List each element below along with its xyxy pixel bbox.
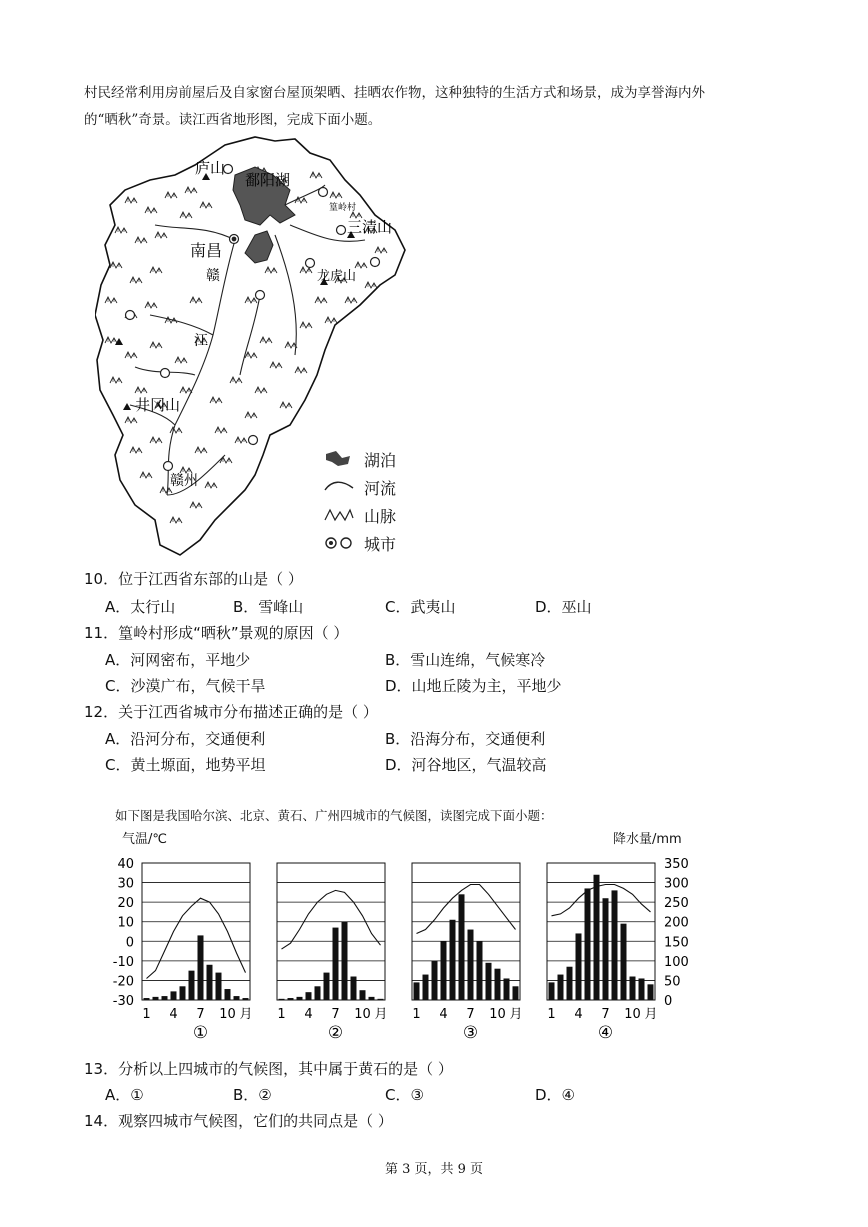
precip-bar [360,990,366,1000]
map-legend [322,445,462,557]
label-sanqing: 三清山 [347,218,393,236]
chart-frame [277,863,385,1000]
precip-bar [153,997,159,1000]
precip-bar [207,965,213,1000]
precip-bar [315,986,321,1000]
question-11-stem: 11．篁岭村形成“晒秋”景观的原因（ ） [84,624,349,642]
intro-text [84,80,804,134]
chart-name: ③ [462,1023,479,1043]
intro-line-2: 的“晒秋”奇景。读江西省地形图，完成下面小题。 [84,112,382,128]
x-tick-label: 10 [489,1007,506,1022]
chart-name: ① [192,1023,209,1043]
climate-charts [0,845,868,1045]
legend-river: 河流 [364,478,397,498]
question-14-stem: 14．观察四城市气候图，它们的共同点是（ ） [84,1112,393,1130]
precip-bar [450,920,456,1000]
precip-bar [243,998,249,1000]
precip-bar [351,977,357,1000]
x-tick-label: 7 [331,1007,340,1022]
precip-bar [504,978,510,1000]
q13-option-a[interactable]: A．① [105,1086,144,1104]
right-tick-label: 100 [664,954,689,970]
precip-bar [288,998,294,1000]
chart-name: ④ [597,1023,614,1043]
precip-bar [441,941,447,1000]
precip-bar [468,930,474,1000]
label-jinggang: 井冈山 [135,396,181,414]
precip-bar [576,933,582,1000]
left-axis-label: 气温/℃ [122,832,167,847]
precip-bar [171,991,177,1000]
right-tick-label: 150 [664,935,689,951]
label-jiang: 江 [194,333,208,349]
q11-option-c[interactable]: C．沙漠广布，气候干旱 [105,677,266,695]
precip-bar [432,961,438,1000]
label-ganzhou: 赣州 [170,473,198,489]
label-lushan: 庐山 [195,159,226,177]
precip-bar [180,986,186,1000]
q12-option-d[interactable]: D．河谷地区，气温较高 [385,756,547,774]
left-tick-label: 20 [117,896,134,912]
x-tick-label: 4 [169,1007,178,1022]
precip-bar [495,969,501,1000]
precip-bar [297,997,303,1000]
right-tick-label: 250 [664,896,689,912]
label-nanchang: 南昌 [190,241,223,260]
precip-bar [162,996,168,1000]
x-unit-label: 月 [644,1007,658,1022]
temperature-line [282,890,381,949]
x-tick-label: 7 [601,1007,610,1022]
legend-city: 城市 [364,534,397,554]
x-tick-label: 4 [439,1007,448,1022]
x-tick-label: 1 [277,1007,286,1022]
question-13-stem: 13．分析以上四城市的气候图，其中属于黄石的是（ ） [84,1060,453,1078]
precip-bar [612,890,618,1000]
right-tick-label: 300 [664,876,689,892]
label-poyang: 鄱阳湖 [245,171,291,189]
precip-bar [567,967,573,1000]
x-tick-label: 1 [547,1007,556,1022]
precip-bar [513,986,519,1000]
legend-mountain: 山脉 [364,506,397,526]
right-axis-label: 降水量/mm [613,832,682,847]
chart-frame [142,863,250,1000]
x-tick-label: 4 [304,1007,313,1022]
q10-option-d[interactable]: D．巫山 [535,598,592,616]
left-tick-label: -10 [112,954,134,970]
left-tick-label: 40 [117,857,134,872]
precip-bar [342,922,348,1000]
right-tick-label: 350 [664,857,689,872]
left-tick-label: 10 [117,915,134,931]
page-footer: 第 3 页，共 9 页 [384,1162,484,1177]
precip-bar [369,997,375,1000]
q11-option-b[interactable]: B．雪山连绵，气候寒冷 [385,651,546,669]
precip-bar [585,888,591,1000]
precip-bar [549,982,555,1000]
q13-option-d[interactable]: D．④ [535,1086,575,1104]
precip-bar [378,999,384,1000]
precip-bar [459,894,465,1000]
temperature-line [417,885,516,934]
precip-bar [324,973,330,1000]
precip-bar [333,928,339,1000]
left-tick-label: 0 [125,935,134,951]
q11-option-a[interactable]: A．河网密布，平地少 [105,651,251,669]
x-tick-label: 1 [412,1007,421,1022]
precip-bar [486,963,492,1000]
x-tick-label: 7 [196,1007,205,1022]
precip-bar [225,989,231,1000]
q11-option-d[interactable]: D．山地丘陵为主，平地少 [385,677,562,695]
right-tick-label: 0 [664,994,673,1009]
precip-bar [477,941,483,1000]
x-tick-label: 10 [624,1007,641,1022]
right-tick-label: 50 [664,974,681,990]
x-tick-label: 10 [354,1007,371,1022]
precip-bar [216,973,222,1000]
intro-line-1: 村民经常利用房前屋后及自家窗台屋顶架晒、挂晒农作物，这种独特的生活方式和场景，成为享誉海内外 [84,85,705,101]
x-unit-label: 月 [239,1007,253,1022]
precip-bar [621,924,627,1000]
precip-bar [558,975,564,1000]
q10-option-b[interactable]: B．雪峰山 [233,598,304,616]
chart-name: ② [327,1023,344,1043]
label-huangling: 篁岭村 [329,203,357,213]
left-tick-label: 30 [117,876,134,892]
precip-bar [234,996,240,1000]
left-tick-label: -20 [112,974,134,990]
climate-intro: 如下图是我国哈尔滨、北京、黄石、广州四城市的气候图，读图完成下面小题： [115,808,553,823]
legend-lake: 湖泊 [364,450,397,470]
x-tick-label: 10 [219,1007,236,1022]
q12-option-c[interactable]: C．黄土塬面，地势平坦 [105,756,266,774]
precip-bar [639,978,645,1000]
precip-bar [648,984,654,1000]
x-unit-label: 月 [374,1007,388,1022]
q13-option-b[interactable]: B．② [233,1086,272,1104]
precip-bar [630,977,636,1000]
x-tick-label: 4 [574,1007,583,1022]
temperature-line [147,898,246,978]
x-tick-label: 7 [466,1007,475,1022]
q13-option-c[interactable]: C．③ [385,1086,424,1104]
precip-bar [144,998,150,1000]
precip-bar [189,971,195,1000]
q12-option-b[interactable]: B．沿海分布，交通便利 [385,730,546,748]
precip-bar [279,999,285,1000]
precip-bar [594,875,600,1000]
precip-bar [603,898,609,1000]
right-tick-label: 200 [664,915,689,931]
q10-option-c[interactable]: C．武夷山 [385,598,456,616]
precip-bar [306,992,312,1000]
q12-option-a[interactable]: A．沿河分布，交通便利 [105,730,266,748]
x-unit-label: 月 [509,1007,523,1022]
label-gan: 赣 [206,268,220,284]
question-10-stem: 10．位于江西省东部的山是（ ） [84,570,303,588]
x-tick-label: 1 [142,1007,151,1022]
temperature-line [552,885,651,916]
label-longhu: 龙虎山 [317,269,357,284]
left-tick-label: -30 [112,994,134,1009]
q10-option-a[interactable]: A．太行山 [105,598,176,616]
precip-bar [414,982,420,1000]
precip-bar [198,935,204,1000]
question-12-stem: 12．关于江西省城市分布描述正确的是（ ） [84,703,378,721]
precip-bar [423,975,429,1000]
